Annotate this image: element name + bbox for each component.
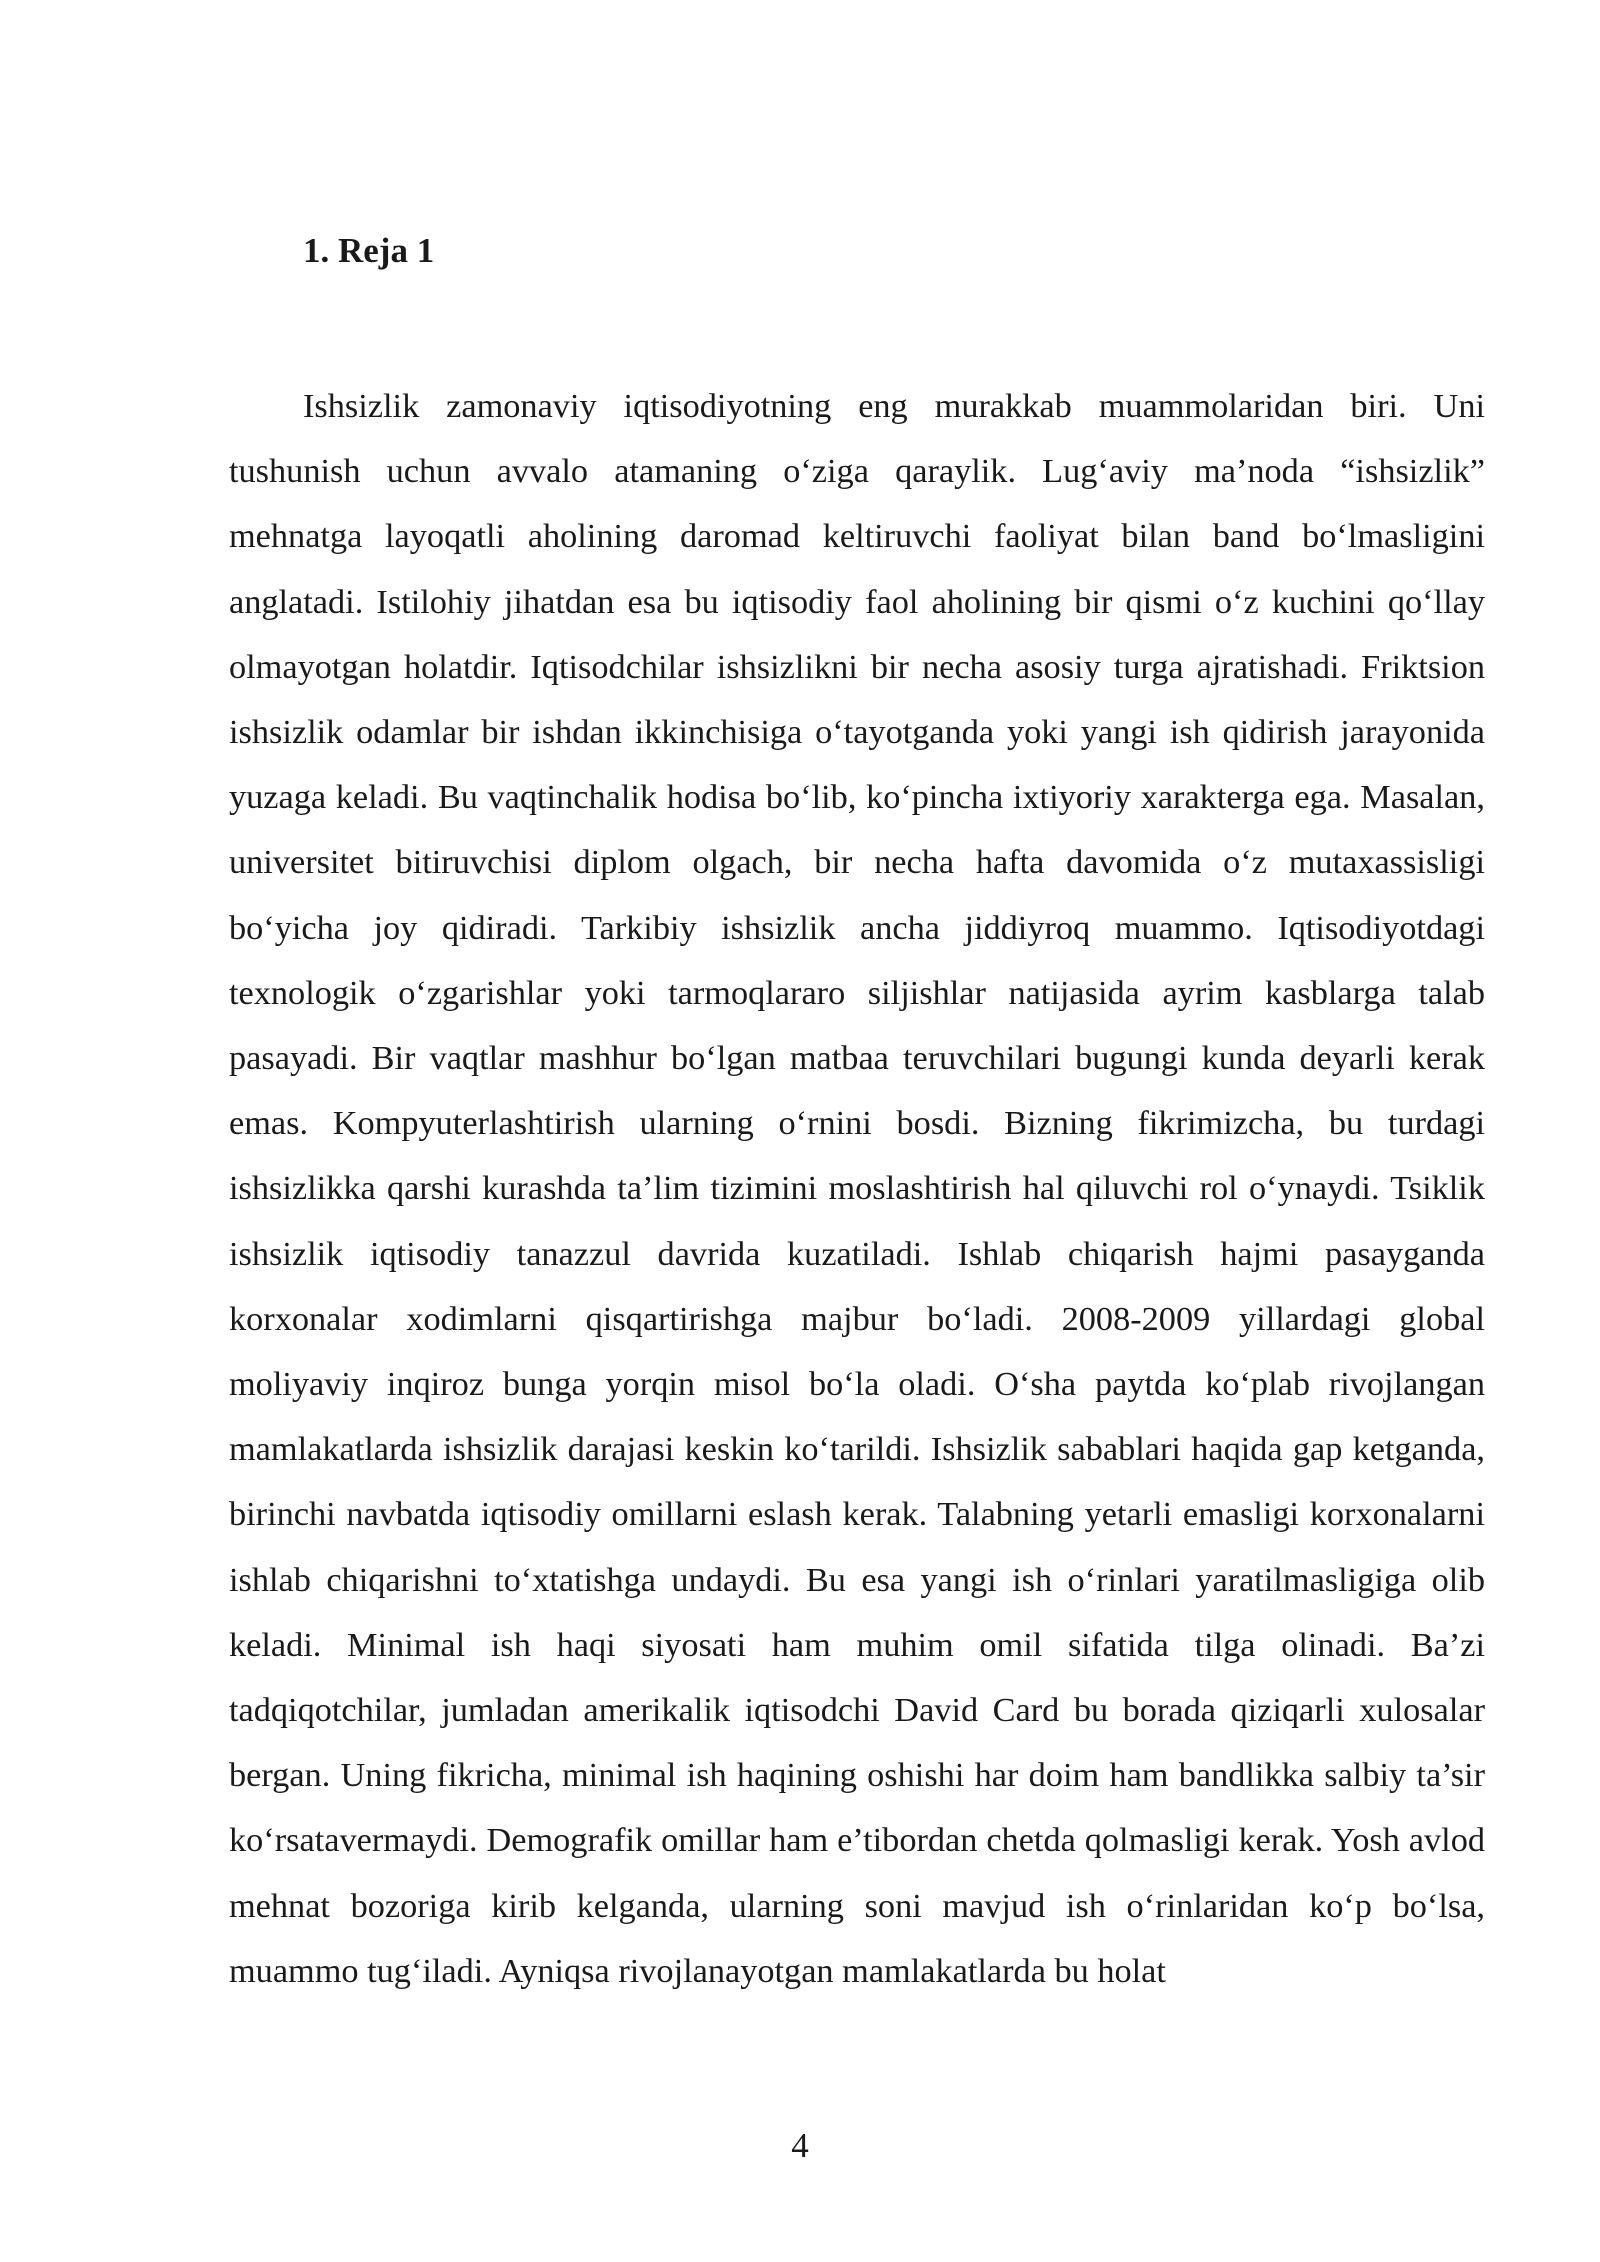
- page-number: 4: [791, 2126, 809, 2165]
- section-heading: 1. Reja 1: [303, 231, 435, 270]
- body-paragraph: Ishsizlik zamonaviy iqtisodiyotning eng murakkab muammolaridan biri. Uni tushunish uchun avvalo atamaning o‘ziga qaraylik. Lug‘aviy ma’noda “ishsizlik” mehnatga layoqatli aholining daromad keltiruvchi faoliyat bilan band bo‘lmasligini anglatadi. Istilohiy jihatdan esa bu iqtisodiy faol aholining bir qismi o‘z kuchini qo‘llay olmayotgan holatdir. Iqtisodchilar ishsizlikni bir necha asosiy turga ajratishadi. Friktsion ishsizlik odamlar bir ishdan ikkinchisiga o‘tayotganda yoki yangi ish qidirish jarayonida yuzaga keladi. Bu vaqtinchalik hodisa bo‘lib, ko‘pincha ixtiyoriy xarakterga ega. Masalan, universitet bitiruvchisi diplom olgach, bir necha hafta davomida o‘z mutaxassisligi bo‘yicha joy qidiradi. Tarkibiy ishsizlik ancha jiddiyroq muammo. Iqtisodiyotdagi texnologik o‘zgarishlar yoki tarmoqlararo siljishlar natijasida ayrim kasblarga talab pasayadi. Bir vaqtlar mashhur bo‘lgan matbaa teruvchilari bugungi kunda deyarli kerak emas. Kompyuterlashtirish ularning o‘rnini bosdi. Bizning fikrimizcha, bu turdagi ishsizlikka qarshi kurashda ta’lim tizimini moslashtirish hal qiluvchi rol o‘ynaydi. Tsiklik ishsizlik iqtisodiy tanazzul davrida kuzatiladi. Ishlab chiqarish hajmi pasayganda korxonalar xodimlarni qisqartirishga majbur bo‘ladi. 2008-2009 yillardagi global moliyaviy inqiroz bunga yorqin misol bo‘la oladi. O‘sha paytda ko‘plab rivojlangan mamlakatlarda ishsizlik darajasi keskin ko‘tarildi. Ishsizlik sabablari haqida gap ketganda, birinchi navbatda iqtisodiy omillarni eslash kerak. Talabning yetarli emasligi korxonalarni ishlab chiqarishni to‘xtatishga undaydi. Bu esa yangi ish o‘rinlari yaratilmasligiga olib keladi. Minimal ish haqi siyosati ham muhim omil sifatida tilga olinadi. Ba’zi tadqiqotchilar, jumladan amerikalik iqtisodchi David Card bu borada qiziqarli xulosalar bergan. Uning fikricha, minimal ish haqining oshishi har doim ham bandlikka salbiy ta’sir ko‘rsatavermaydi. Demografik omillar ham e’tibordan chetda qolmasligi kerak. Yosh avlod mehnat bozoriga kirib kelganda, ularning soni mavjud ish o‘rinlaridan ko‘p bo‘lsa, muammo tug‘iladi. Ayniqsa rivojlanayotgan mamlakatlarda bu holat: [229, 387, 1485, 1990]
